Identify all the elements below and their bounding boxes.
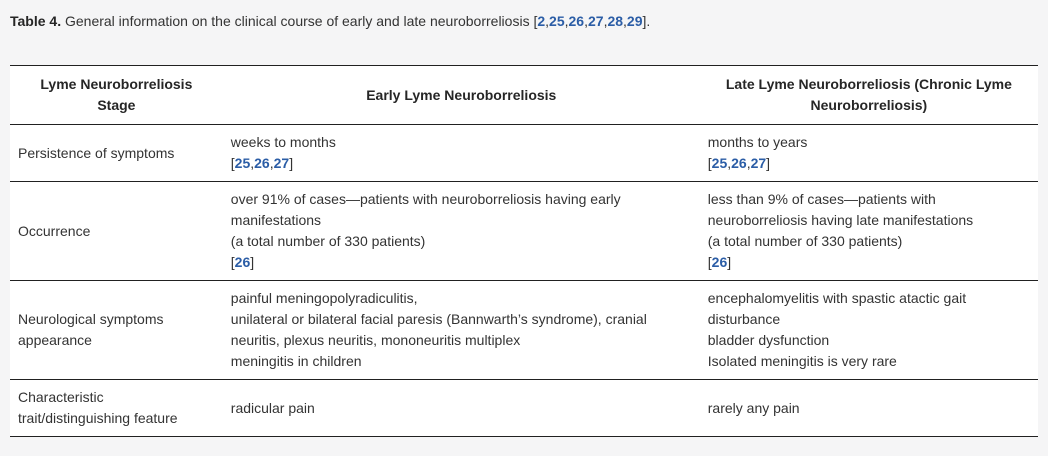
citation-bracket-open: [: [707, 254, 712, 270]
early-cell: [223, 281, 700, 380]
citation-link[interactable]: 26: [234, 254, 251, 270]
citation-bracket-open: [: [230, 254, 235, 270]
citation-link[interactable]: 26: [711, 254, 728, 270]
column-header-1: Early Lyme Neuroborreliosis: [223, 66, 700, 125]
citation-separator: ,: [545, 13, 550, 29]
column-header-2: Late Lyme Neuroborreliosis (Chronic Lyme Neuroborreliosis): [700, 66, 1038, 125]
cell-text-line: Isolated meningitis is very rare: [707, 353, 897, 369]
citation-link[interactable]: 27: [273, 155, 290, 171]
citation-separator: ,: [746, 155, 751, 171]
stage-cell: Neurological symptoms appearance: [10, 281, 223, 380]
cell-text-line: radicular pain: [230, 399, 315, 416]
stage-cell: Persistence of symptoms: [10, 125, 223, 182]
citation-separator: ,: [250, 155, 255, 171]
citation-bracket-open: [: [230, 155, 235, 171]
table-row: [10, 125, 1038, 182]
early-cell: [223, 125, 700, 182]
table-row: [10, 182, 1038, 281]
citation-separator: ,: [727, 155, 732, 171]
column-header-0: Lyme Neuroborreliosis Stage: [10, 66, 223, 125]
table-container: [10, 65, 1038, 437]
citation-bracket-open: [: [533, 13, 538, 29]
clinical-course-table: [10, 65, 1038, 437]
table-caption-period: .: [646, 13, 651, 29]
citation-separator: ,: [269, 155, 274, 171]
citation-link[interactable]: 26: [254, 155, 270, 171]
citation-bracket-open: [: [707, 155, 712, 171]
table-row: [10, 281, 1038, 380]
cell-text-line: months to years: [707, 134, 808, 150]
stage-cell: Characteristic trait/distinguishing feature: [10, 380, 223, 437]
cell-text-line: painful meningopolyradiculitis,: [230, 290, 418, 306]
citation-link[interactable]: 25: [234, 155, 251, 171]
citation-link[interactable]: 27: [750, 155, 767, 171]
citation-bracket-close: ]: [250, 254, 255, 270]
late-cell: [700, 380, 1038, 437]
citation-link[interactable]: 28: [607, 13, 624, 29]
caption-citations: [533, 13, 646, 29]
cell-text-line: (a total number of 330 patients): [707, 233, 903, 249]
early-cell: [223, 182, 700, 281]
citation-link[interactable]: 29: [626, 13, 643, 29]
cell-text-line: meningitis in children: [230, 353, 362, 369]
cell-text-line: weeks to months: [230, 134, 336, 150]
header-row: [10, 66, 1038, 125]
citation-link[interactable]: 26: [568, 13, 585, 29]
late-cell: [700, 281, 1038, 380]
cell-text-line: encephalomyelitis with spastic atactic gait disturbance: [707, 290, 967, 327]
cell-citation-line: [231, 153, 690, 174]
late-cell: [700, 125, 1038, 182]
table-caption: [10, 11, 1038, 32]
citation-link[interactable]: 25: [711, 155, 728, 171]
table-caption-text: General information on the clinical course of early and late neuroborreliosis: [61, 13, 534, 29]
cell-citation-line: [231, 252, 690, 273]
cell-citation-line: [708, 153, 1028, 174]
early-cell: [223, 380, 700, 437]
table-row: [10, 380, 1038, 437]
article-page: [0, 11, 1048, 437]
cell-text-line: rarely any pain: [707, 399, 800, 416]
cell-text-line: less than 9% of cases—patients with neuroborreliosis having late manifestations: [707, 191, 974, 228]
citation-link[interactable]: 2: [537, 13, 546, 29]
citation-bracket-close: ]: [766, 155, 771, 171]
table-caption-label: Table 4.: [10, 13, 62, 29]
cell-text-line: over 91% of cases—patients with neuroborreliosis having early manifestations: [230, 191, 621, 228]
cell-citation-line: [708, 252, 1028, 273]
citation-bracket-close: ]: [289, 155, 294, 171]
citation-bracket-close: ]: [727, 254, 732, 270]
late-cell: [700, 182, 1038, 281]
citation-separator: ,: [623, 13, 627, 29]
citation-separator: ,: [603, 13, 608, 29]
citation-separator: ,: [584, 13, 588, 29]
table-header: [10, 66, 1038, 125]
citation-link[interactable]: 26: [731, 155, 747, 171]
cell-text-line: bladder dysfunction: [707, 332, 830, 348]
table-body: [10, 125, 1038, 437]
cell-text-line: unilateral or bilateral facial paresis (Bannwarth’s syndrome), cranial neuritis, plexus neuritis, mononeuritis multiplex: [230, 311, 647, 348]
citation-link[interactable]: 25: [549, 13, 565, 29]
citation-bracket-close: ]: [642, 13, 647, 29]
stage-cell: Occurrence: [10, 182, 223, 281]
citation-separator: ,: [564, 13, 569, 29]
cell-text-line: (a total number of 330 patients): [230, 233, 426, 249]
citation-link[interactable]: 27: [587, 13, 604, 29]
